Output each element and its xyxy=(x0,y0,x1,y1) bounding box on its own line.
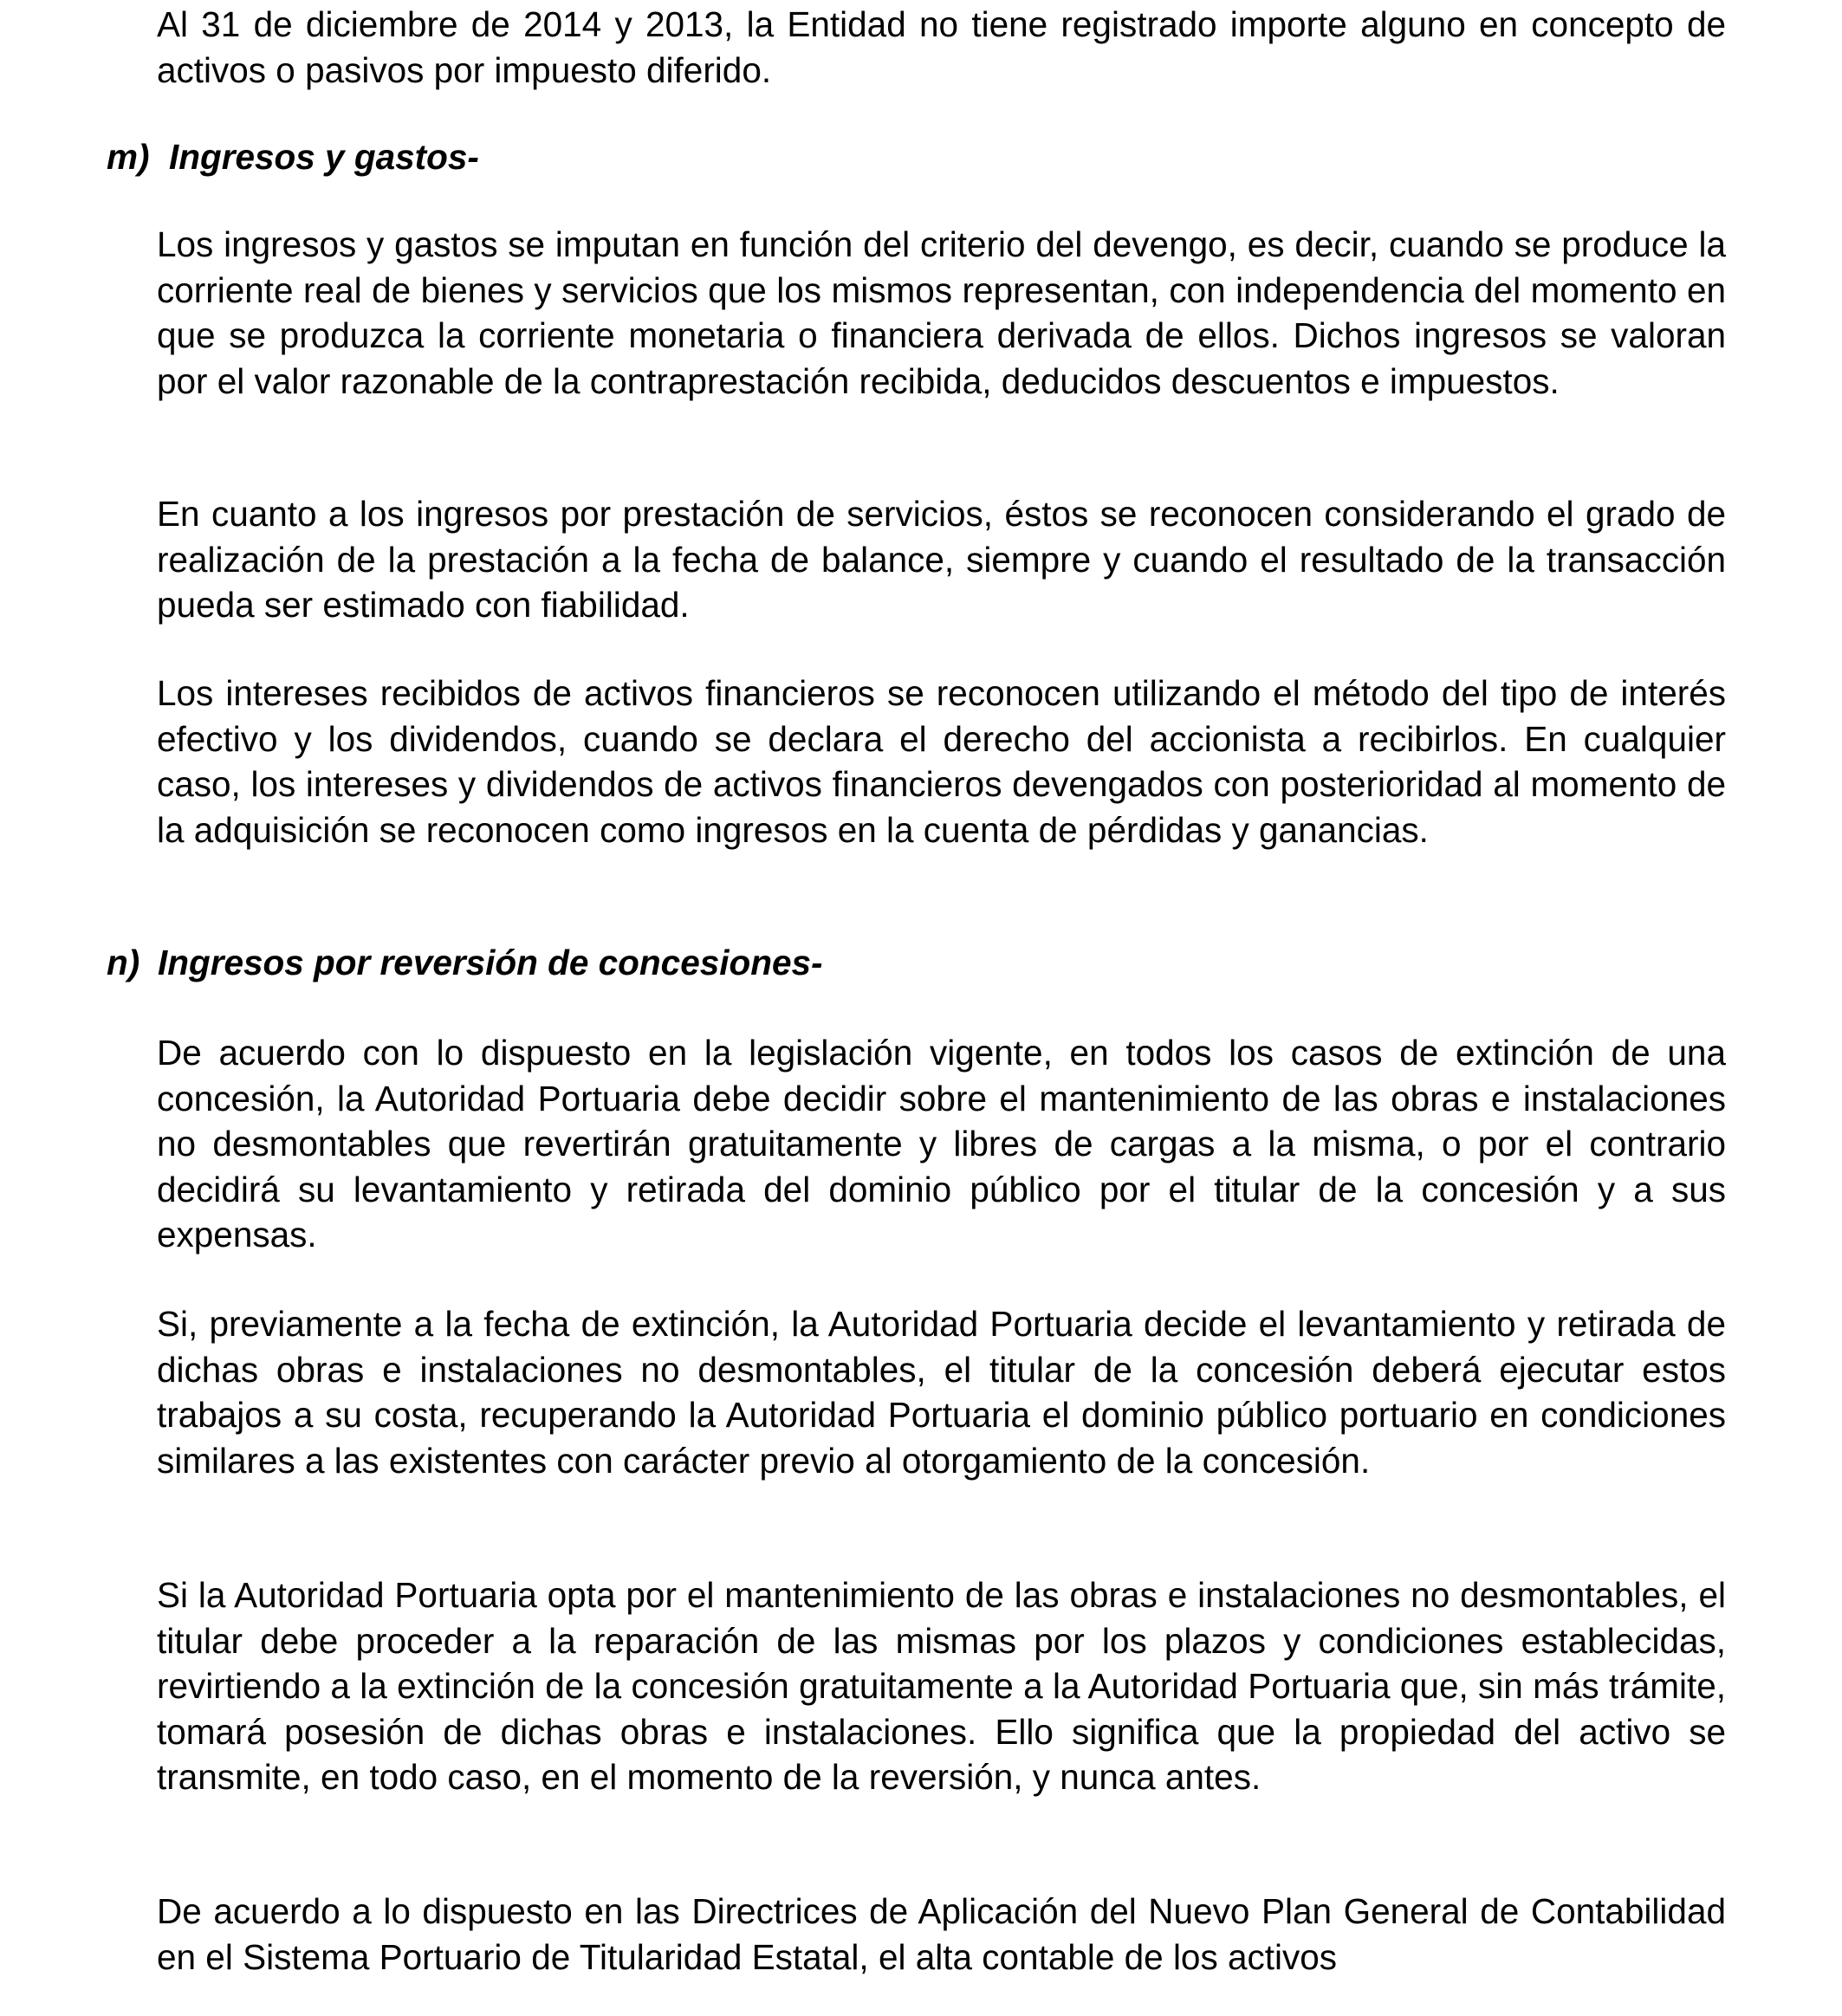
section-m-heading xyxy=(107,134,479,180)
section-n-title: Ingresos por reversión de concesiones- xyxy=(158,943,823,982)
section-n-letter: n) xyxy=(107,943,140,982)
section-m-letter: m) xyxy=(107,137,150,177)
section-n-paragraph-1: De acuerdo con lo dispuesto en la legislación vigente, en todos los casos de extinción de una concesión, la Autoridad Portuaria debe decidir sobre el mantenimiento de las obras e instalaciones no desmontables que revertirán gratuitamente y libres de cargas a la misma, o por el contrario decidirá su levantamiento y retirada del dominio público por el titular de la concesión y a sus expensas. xyxy=(157,1033,1726,1254)
section-m-paragraph-2: En cuanto a los ingresos por prestación de servicios, éstos se reconocen considerando el grado de realización de la prestación a la fecha de balance, siempre y cuando el resultado de la transacción pueda ser estimado con fiabilidad. xyxy=(157,494,1726,625)
section-n-paragraph-3: Si la Autoridad Portuaria opta por el mantenimiento de las obras e instalaciones no desmontables, el titular debe proceder a la reparación de las mismas por los plazos y condiciones establecidas, revirtiendo a la extinción de la concesión gratuitamente a la Autoridad Portuaria que, sin más trámite, tomará posesión de dichas obras e instalaciones. Ello significa que la propiedad del activo se transmite, en todo caso, en el momento de la reversión, y nunca antes. xyxy=(157,1575,1726,1797)
section-m-paragraph-1: Los ingresos y gastos se imputan en función del criterio del devengo, es decir, cuando se produce la corriente real de bienes y servicios que los mismos representan, con independencia del momento en que se produzca la corriente monetaria o financiera derivada de ellos. Dichos ingresos se valoran por el valor razonable de la contraprestación recibida, deducidos descuentos e impuestos. xyxy=(157,224,1726,401)
section-m-paragraph-3: Los intereses recibidos de activos financieros se reconocen utilizando el método del tipo de interés efectivo y los dividendos, cuando se declara el derecho del accionista a recibirlos. En cualquier caso, los intereses y dividendos de activos financieros devengados con posterioridad al momento de la adquisición se reconocen como ingresos en la cuenta de pérdidas y ganancias. xyxy=(157,673,1726,850)
section-n-paragraph-2: Si, previamente a la fecha de extinción, la Autoridad Portuaria decide el levantamiento y retirada de dichas obras e instalaciones no desmontables, el titular de la concesión deberá ejecutar estos trabajos a su costa, recuperando la Autoridad Portuaria el dominio público portuario en condiciones similares a las existentes con carácter previo al otorgamiento de la concesión. xyxy=(157,1304,1726,1481)
intro-paragraph: Al 31 de diciembre de 2014 y 2013, la Entidad no tiene registrado importe alguno en concepto de activos o pasivos por impuesto diferido. xyxy=(157,4,1726,90)
section-n-heading xyxy=(107,940,823,986)
section-m-title: Ingresos y gastos- xyxy=(169,137,479,177)
section-n-paragraph-4: De acuerdo a lo dispuesto en las Directrices de Aplicación del Nuevo Plan General de Contabilidad en el Sistema Portuario de Titularidad Estatal, el alta contable de los activos xyxy=(157,1891,1726,1977)
